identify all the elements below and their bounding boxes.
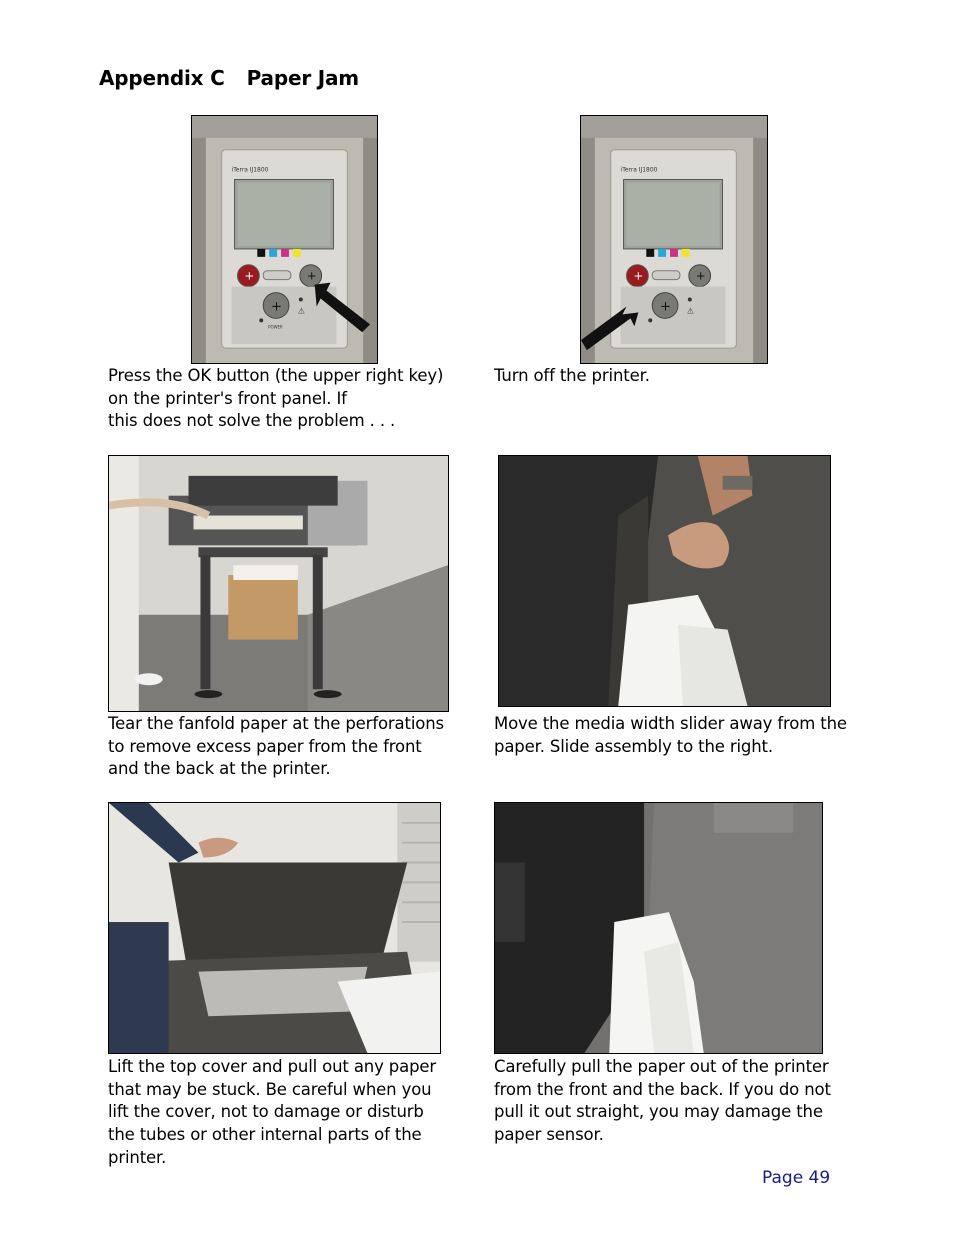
section-title: Paper Jam [246, 66, 359, 90]
photo-pull-paper-out [494, 802, 823, 1054]
svg-text:+: + [244, 268, 255, 283]
svg-text:POWER: POWER [268, 324, 283, 330]
caption-step-2 [494, 365, 650, 388]
caption-line: Tear the fanfold paper at the perforations [108, 714, 444, 733]
page-title [99, 66, 359, 90]
photo-front-panel-power [580, 115, 768, 364]
photo-front-panel-ok [191, 115, 378, 364]
svg-text:+: + [660, 299, 671, 315]
caption-line: paper sensor. [494, 1125, 604, 1145]
caption-line: paper. Slide assembly to the right. [494, 736, 773, 756]
caption-line: Turn off the printer. [494, 366, 650, 385]
photo-media-width-slider [498, 455, 831, 707]
caption-line: Carefully pull the paper out of the printer [494, 1057, 829, 1076]
caption-line: Move the media width slider away from the [494, 714, 847, 733]
svg-text:+: + [271, 299, 282, 315]
caption-step-6 [494, 1056, 831, 1147]
svg-text:+: + [633, 268, 644, 283]
caption-line: that may be stuck. Be careful when you [108, 1079, 432, 1099]
caption-line: from the front and the back. If you do not [494, 1079, 831, 1099]
caption-line: printer. [108, 1147, 167, 1167]
caption-step-4 [494, 713, 847, 758]
panel-model-label: iTerra IJ1800 [231, 166, 269, 174]
caption-line: the tubes or other internal parts of the [108, 1125, 422, 1145]
svg-text:⚠: ⚠ [297, 306, 305, 316]
svg-text:+: + [306, 268, 317, 283]
caption-line: to remove excess paper from the front [108, 736, 422, 756]
caption-line: Lift the top cover and pull out any paper [108, 1057, 437, 1076]
caption-line: on the printer's front panel. If [108, 388, 347, 408]
caption-step-5 [108, 1056, 436, 1170]
photo-lift-top-cover [108, 802, 441, 1054]
caption-line: lift the cover, not to damage or disturb [108, 1102, 424, 1122]
appendix-label: Appendix C [99, 66, 225, 90]
caption-line: Press the OK button (the upper right key) [108, 366, 444, 385]
svg-text:⚠: ⚠ [686, 306, 694, 316]
caption-step-3 [108, 713, 444, 781]
svg-text:+: + [695, 268, 706, 283]
caption-line: pull it out straight, you may damage the [494, 1102, 823, 1122]
photo-tear-fanfold [108, 455, 449, 712]
caption-line: and the back at the printer. [108, 759, 331, 779]
svg-text:iTerra IJ1800: iTerra IJ1800 [620, 166, 658, 174]
caption-line: this does not solve the problem . . . [108, 411, 396, 431]
caption-step-1 [108, 365, 443, 433]
page-number: Page 49 [762, 1168, 831, 1188]
